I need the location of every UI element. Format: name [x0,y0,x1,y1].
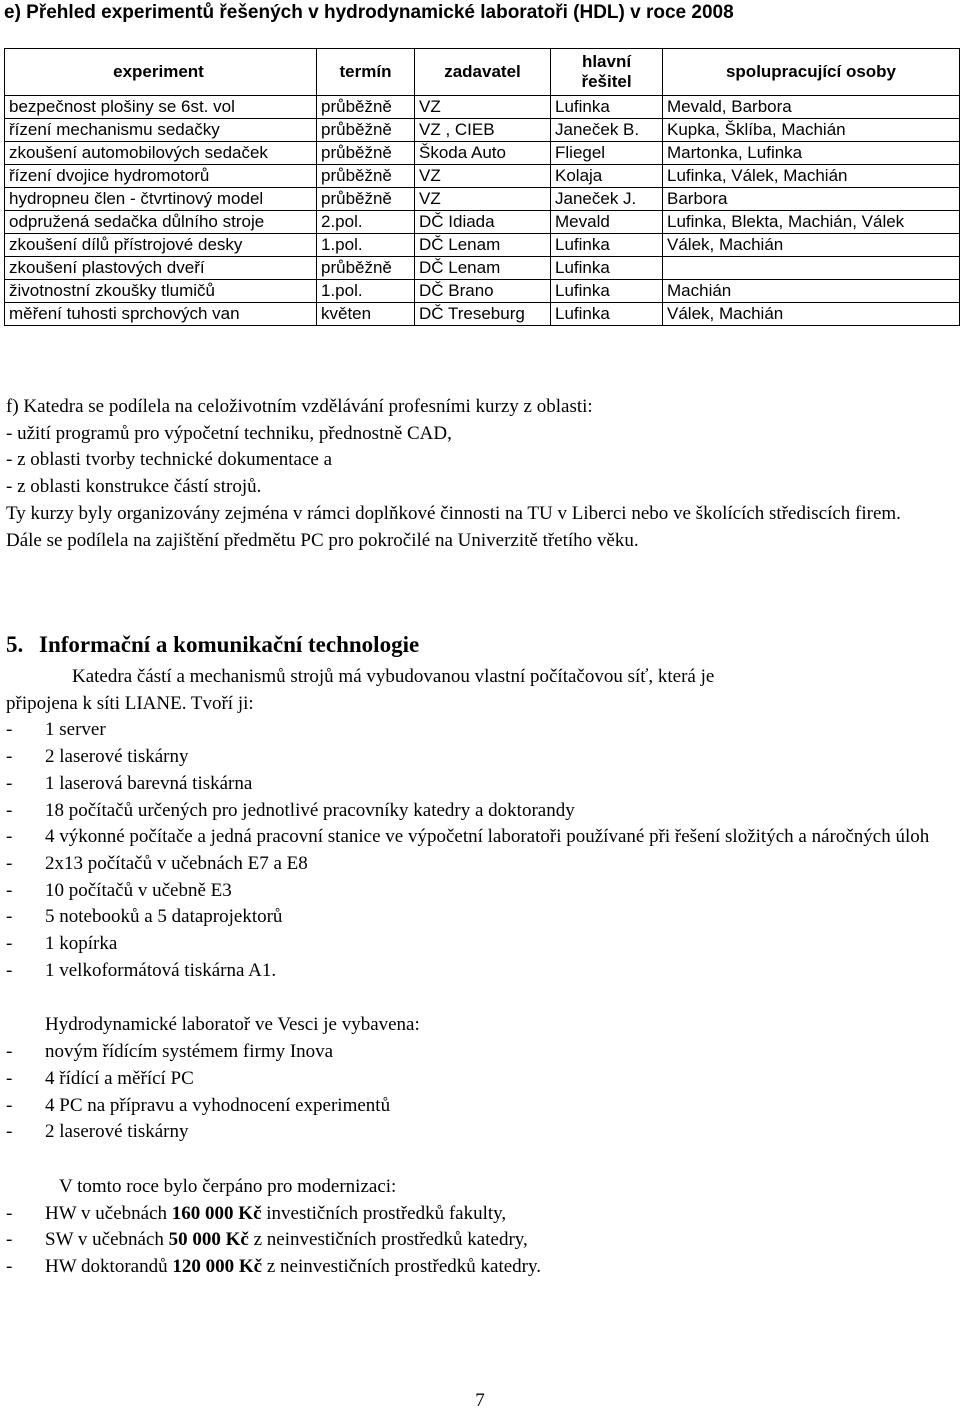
section-f-paragraph: Dále se podílela na zajištění předmětu PC pro pokročilé na Univerzitě třetího věku. [6,529,639,551]
client-cell: DČ Treseburg [415,303,551,326]
main-solver-cell: Lufinka [551,96,663,119]
network-item-text: 18 počítačů určených pro jednotlivé pracovníky katedry a doktorandy [45,799,575,821]
main-solver-cell: Janeček J. [551,188,663,211]
collaborators-cell: Martonka, Lufinka [663,142,960,165]
main-solver-cell: Fliegel [551,142,663,165]
network-item [6,878,954,905]
modernization-item-text [45,1254,954,1281]
lab-item-text: 4 řídící a měřící PC [45,1067,194,1089]
network-item [6,798,954,825]
term-cell: průběžně [317,119,415,142]
term-cell: průběžně [317,96,415,119]
section-f-intro: f) Katedra se podílela na celoživotním vzdělávání profesními kurzy z oblasti: [6,396,593,417]
modernization-item-source: z neinvestičních prostředků katedry, [248,1229,528,1251]
network-item-text: 4 výkonné počítače a jedná pracovní stanice ve výpočetní laboratoři používané při řešení složitých a náročných úloh [45,826,930,848]
table-row [5,142,960,165]
header-main-solver: hlavní řešitel [551,49,663,96]
main-solver-cell: Lufinka [551,257,663,280]
dash-marker: - [6,1041,13,1063]
network-item [6,851,954,878]
experiment-cell: řízení mechanismu sedačky [5,119,317,142]
dash-marker: - [6,1256,13,1278]
experiment-cell: bezpečnost plošiny se 6st. vol [5,96,317,119]
experiment-cell: zkoušení dílů přístrojové desky [5,234,317,257]
network-list [6,717,954,984]
network-item-text: 1 laserová barevná tiskárna [45,772,253,794]
main-solver-cell: Lufinka [551,234,663,257]
dash-marker: - [6,933,13,955]
experiment-cell: měření tuhosti sprchových van [5,303,317,326]
section-5-heading [6,632,419,658]
table-row [5,188,960,211]
lab-item [6,1119,954,1146]
experiment-cell: zkoušení plastových dveří [5,257,317,280]
modernization-amount: 160 000 Kč [171,1202,262,1224]
network-item [6,904,954,931]
dash-marker: - [6,1202,13,1224]
modernization-item-label: HW v učebnách [45,1202,172,1224]
network-item [6,931,954,958]
modernization-item-text [45,1201,954,1228]
modernization-item-source: z neinvestičních prostředků katedry. [262,1256,542,1278]
table-header-row [5,49,960,96]
section-f [6,394,954,554]
dash-marker: - [6,746,13,768]
network-item [6,824,954,851]
term-cell: průběžně [317,165,415,188]
dash-marker: - [6,852,13,874]
network-item [6,717,954,744]
term-cell: květen [317,303,415,326]
main-solver-cell: Lufinka [551,280,663,303]
dash-marker: - [6,1229,13,1251]
section-5-body [6,664,954,1281]
section-f-item: - z oblasti tvorby technické dokumentace a [6,449,333,471]
experiment-cell: odpružená sedačka důlního stroje [5,211,317,234]
experiments-table [4,48,960,326]
network-item-text: 1 kopírka [45,933,118,955]
experiment-cell: životnostní zkoušky tlumičů [5,280,317,303]
lab-item-text: 2 laserové tiskárny [45,1121,189,1143]
section-5-title: Informační a komunikační technologie [39,632,420,657]
table-row [5,96,960,119]
client-cell: DČ Lenam [415,257,551,280]
table-row [5,211,960,234]
network-item [6,771,954,798]
network-item [6,958,954,985]
modernization-item [6,1254,954,1281]
lab-item [6,1039,954,1066]
section-e-heading: e) Přehled experimentů řešených v hydrodynamické laboratoři (HDL) v roce 2008 [4,2,734,23]
network-item-text: 2x13 počítačů v učebnách E7 a E8 [45,852,308,874]
modernization-amount: 50 000 Kč [168,1229,249,1251]
section-5-intro: Katedra částí a mechanismů strojů má vybudovanou vlastní počítačovou síť, která je [72,666,715,687]
section-f-item: - z oblasti konstrukce částí strojů. [6,476,262,498]
modernization-item [6,1227,954,1254]
client-cell: VZ [415,188,551,211]
client-cell: DČ Lenam [415,234,551,257]
modernization-item-label: SW v učebnách [45,1229,169,1251]
main-solver-cell: Janeček B. [551,119,663,142]
collaborators-cell: Válek, Machián [663,234,960,257]
collaborators-cell: Mevald, Barbora [663,96,960,119]
collaborators-cell [663,257,960,280]
client-cell: DČ Brano [415,280,551,303]
modernization-item-source: investičních prostředků fakulty, [261,1202,507,1224]
dash-marker: - [6,826,13,848]
lab-item-text: novým řídícím systémem firmy Inova [45,1041,334,1063]
term-cell: 2.pol. [317,211,415,234]
collaborators-cell: Machián [663,280,960,303]
collaborators-cell: Kupka, Šklíba, Machián [663,119,960,142]
table-row [5,165,960,188]
client-cell: Škoda Auto [415,142,551,165]
table-row [5,234,960,257]
main-solver-cell: Lufinka [551,303,663,326]
lab-item [6,1093,954,1120]
lab-intro: Hydrodynamické laboratoř ve Vesci je vybavena: [45,1014,420,1036]
dash-marker: - [6,1067,13,1089]
client-cell: DČ Idiada [415,211,551,234]
network-item-text: 2 laserové tiskárny [45,746,189,768]
dash-marker: - [6,772,13,794]
collaborators-cell: Barbora [663,188,960,211]
main-solver-cell: Kolaja [551,165,663,188]
modernization-item-label: HW doktorandů [45,1256,173,1278]
dash-marker: - [6,719,13,741]
modernization-list [6,1201,954,1281]
collaborators-cell: Lufinka, Válek, Machián [663,165,960,188]
collaborators-cell: Lufinka, Blekta, Machián, Válek [663,211,960,234]
network-item-text: 5 notebooků a 5 dataprojektorů [45,906,283,928]
term-cell: průběžně [317,142,415,165]
dash-marker: - [6,799,13,821]
client-cell: VZ [415,165,551,188]
experiment-cell: hydropneu člen - čtvrtinový model [5,188,317,211]
main-solver-cell: Mevald [551,211,663,234]
lab-item-text: 4 PC na přípravu a vyhodnocení experimentů [45,1094,391,1116]
lab-list [6,1039,954,1146]
network-item [6,744,954,771]
table-row [5,119,960,142]
section-f-paragraph: Ty kurzy byly organizovány zejména v rámci doplňkové činnosti na TU v Liberci nebo ve školících střediscích firem. [6,502,901,524]
experiment-cell: řízení dvojice hydromotorů [5,165,317,188]
network-item-text: 1 server [45,719,106,741]
dash-marker: - [6,1121,13,1143]
term-cell: 1.pol. [317,280,415,303]
header-client: zadavatel [415,49,551,96]
term-cell: 1.pol. [317,234,415,257]
header-experiment: experiment [5,49,317,96]
dash-marker: - [6,906,13,928]
experiment-cell: zkoušení automobilových sedaček [5,142,317,165]
client-cell: VZ [415,96,551,119]
dash-marker: - [6,879,13,901]
dash-marker: - [6,959,13,981]
network-item-text: 1 velkoformátová tiskárna A1. [45,959,277,981]
network-item-text: 10 počítačů v učebně E3 [45,879,232,901]
table-row [5,280,960,303]
modernization-item-text [45,1227,954,1254]
modernization-item [6,1201,954,1228]
section-5-intro-cont: připojena k síti LIANE. Tvoří ji: [6,692,254,714]
section-f-item: - užití programů pro výpočetní techniku, přednostně CAD, [6,422,452,444]
modernization-intro: V tomto roce bylo čerpáno pro modernizaci: [59,1175,397,1197]
header-term: termín [317,49,415,96]
term-cell: průběžně [317,188,415,211]
section-5-number: 5. [6,632,24,657]
collaborators-cell: Válek, Machián [663,303,960,326]
table-row [5,257,960,280]
term-cell: průběžně [317,257,415,280]
table-row [5,303,960,326]
modernization-amount: 120 000 Kč [172,1256,263,1278]
lab-item [6,1066,954,1093]
page-number: 7 [475,1390,485,1411]
client-cell: VZ , CIEB [415,119,551,142]
dash-marker: - [6,1094,13,1116]
header-collaborators: spolupracující osoby [663,49,960,96]
